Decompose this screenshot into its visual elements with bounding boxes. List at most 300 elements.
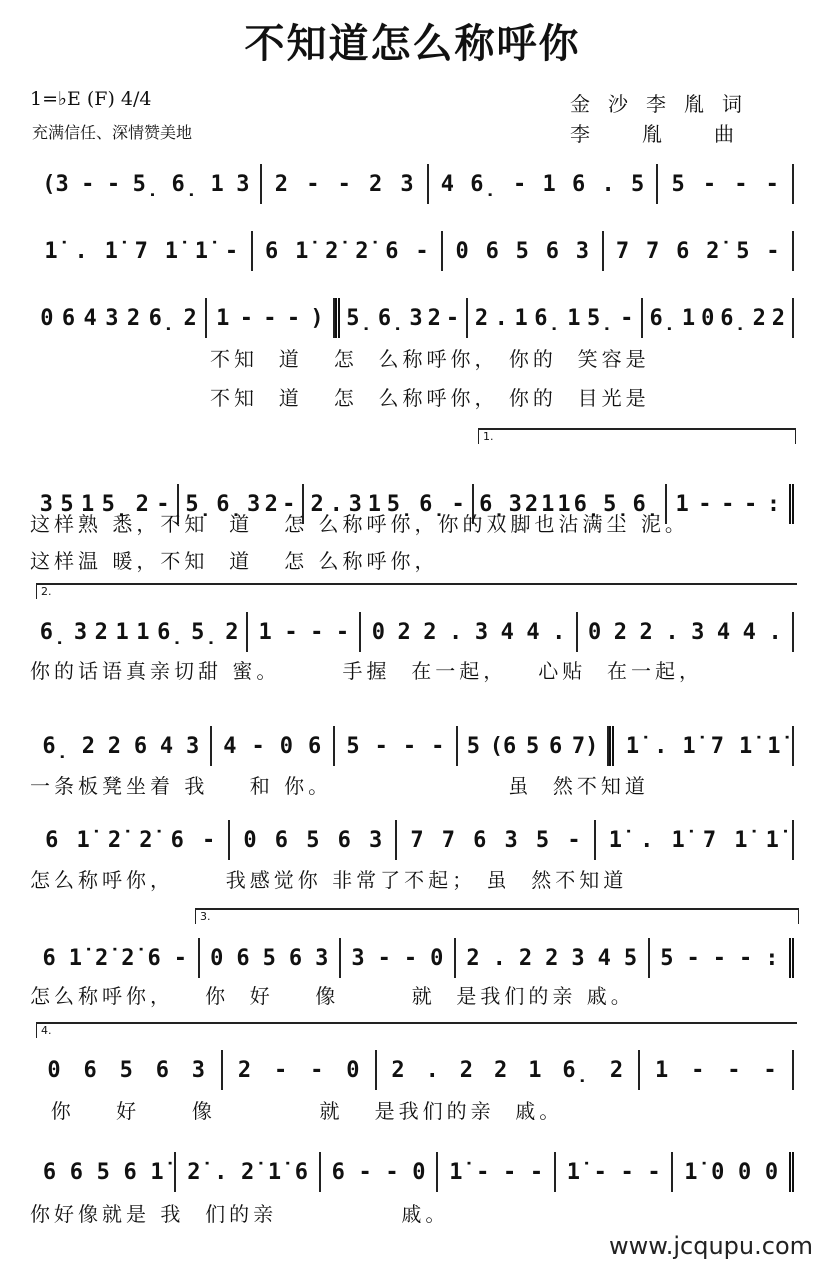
lyric-line: 不知 道 怎 么称呼你， 你的 笑容是 [210,347,650,371]
measure [640,1050,794,1090]
note: 1̇ [194,238,209,264]
note: 5 [630,171,645,197]
measure [335,726,458,766]
note: - [263,305,277,331]
note: 1̇ [104,238,118,264]
note: - [106,171,121,197]
note: - [282,491,296,517]
note: 6̣ [157,619,184,645]
note: . [449,619,463,645]
measure [643,298,794,338]
note: - [202,827,216,853]
note: 6̣ [216,491,243,517]
note: 6̣ [573,491,601,517]
note: 3 [105,305,119,331]
note: 2 [474,305,489,331]
volta-3: 3. [195,908,799,924]
note: 0 [764,1159,779,1185]
note: 6 [294,1159,308,1185]
note: 6̣ [720,305,747,331]
note: 3 [236,171,250,197]
note: 0 [701,305,715,331]
note: 3 [191,1057,206,1083]
note: - [337,171,351,197]
note: 4 [597,945,611,971]
staff-line [32,298,794,338]
note: - [476,1159,490,1185]
note: 2 [310,491,324,517]
staff-line [32,938,794,978]
note: 0 [210,945,224,971]
note: 2 [237,1057,252,1083]
note: 2 [274,171,289,197]
note: 5̣ [101,491,129,517]
note: 2 [752,305,766,331]
note: 6̣ [534,305,561,331]
measure [650,938,794,978]
note: . [654,733,668,759]
note: - [415,238,429,264]
note: 7 [134,238,148,264]
note: 6̣ [42,733,69,759]
lyric-line: 你 好 像 就 是我们的亲 戚。 [30,1099,564,1123]
note: : [765,945,779,971]
note: 6 [485,238,499,264]
note: - [403,945,418,971]
lyric-line: 这样熟 悉，不知 道 怎 么称呼你，你的双脚也沾满尘 泥。 [30,512,689,536]
note: - [377,945,391,971]
note: 5 [535,827,550,853]
note: - [239,305,253,331]
note: - [310,1057,324,1083]
composer-credit: 李胤曲 [570,122,786,146]
note: 6 [308,733,322,759]
measure [468,298,643,338]
note: - [451,491,465,517]
note: 6 [133,733,148,759]
note: - [721,491,735,517]
lyric-line: 不知 道 怎 么称呼你， 你的 目光是 [210,386,650,410]
measure [578,612,794,652]
note: 1̇ [295,238,309,264]
note: - [567,827,581,853]
note: - [402,733,417,759]
measure [176,1152,320,1192]
note: 2 [94,619,108,645]
note: - [385,1159,399,1185]
note: 6 [571,171,586,197]
note: 5 [119,1057,133,1083]
note: 2 [368,171,383,197]
measure [397,820,595,860]
note: 5̣ [191,619,218,645]
note: . [425,1057,439,1083]
note: 1̇ [608,827,622,853]
note: 7 [645,238,660,264]
measure [609,726,794,766]
note: 2 [493,1057,508,1083]
note: 5 [515,238,529,264]
lyric-line: 你好像就是 我 们的亲 戚。 [30,1202,450,1226]
staff-line [32,726,794,766]
staff-line [32,612,794,652]
note: 5 [306,827,320,853]
note: - [712,945,726,971]
note: 7) [571,733,599,759]
measure [212,726,335,766]
note: 6̣ [470,171,497,197]
note: 3 [400,171,414,197]
note: 6̣ [562,1057,589,1083]
note: 5̣ [132,171,160,197]
note: 7 [410,827,424,853]
note: 7 [710,733,724,759]
note: 1 [81,491,95,517]
note: 1̇ [738,733,753,759]
song-title: 不知道怎么称呼你 [244,20,581,67]
note: 1̇ [566,1159,580,1185]
note: 2̇ [355,238,369,264]
note: 2 [524,491,539,517]
note: 2 [427,305,441,331]
note: 2 [183,305,197,331]
note: 5 [466,733,481,759]
note: 0 [430,945,444,971]
note: - [766,238,780,264]
note: 6 [331,1159,345,1185]
note: 2 [613,619,627,645]
note: 6 [147,945,161,971]
note: 5̣ [185,491,212,517]
note: 1̇ [767,733,781,759]
measure [596,820,794,860]
measure [230,820,397,860]
note: 0 [455,238,469,264]
note: 1 [258,619,272,645]
note: 3 [691,619,705,645]
note: 6̣ [148,305,176,331]
note: 0 [412,1159,426,1185]
note: 4 [159,733,174,759]
note: - [502,1159,517,1185]
note: 1̇ [164,238,178,264]
note: 4 [223,733,237,759]
note: 1̇ [267,1159,282,1185]
measure [361,612,577,652]
note: (6 [489,733,517,759]
note: 5 [262,945,276,971]
lyric-line: 怎么称呼你， 你 好 像 就 是我们的亲 戚。 [30,984,635,1008]
note: 0 [346,1057,360,1083]
note: 5 [660,945,674,971]
note: 2 [81,733,95,759]
staff-line [32,231,794,271]
note: - [251,733,265,759]
note: 6 [42,945,56,971]
note: 1̇ [734,827,748,853]
note: - [173,945,187,971]
note: 5 [623,945,638,971]
note: 6̣ [632,491,660,517]
note: : [766,491,781,517]
lyric-line: 这样温 暖，不知 道 怎 么称呼你， [30,549,439,573]
note: 5̣ [603,491,630,517]
note: 2̇ [121,945,135,971]
note: 3 [368,827,383,853]
note: 6 [548,733,563,759]
note: 6̣ [377,305,405,331]
note: 1 [567,305,581,331]
note: 6 [155,1057,169,1083]
note: 6 [170,827,184,853]
note: - [686,945,700,971]
note: 6 [45,827,59,853]
note: - [727,1057,741,1083]
note: 6̣ [171,171,199,197]
note: 7 [702,827,717,853]
note: 3 [39,491,53,517]
lyric-line: 怎么称呼你， 我感觉你 非常了不起； 虽 然不知道 [30,868,628,892]
note: - [156,491,170,517]
measure [207,298,335,338]
note: 1̇ [44,238,58,264]
note: 4 [716,619,731,645]
staff-line [32,164,794,204]
measure [32,164,262,204]
measure [248,612,361,652]
note: - [702,171,717,197]
note: (3 [42,171,69,197]
note: 3 [185,733,200,759]
note: - [744,491,758,517]
lyric-line: 一条板凳坐着 我 和 你。 虽 然不知道 [30,774,649,798]
volta-4: 4. [36,1022,797,1038]
volta-2: 2. [36,583,797,599]
note: 3 [348,491,362,517]
note: 2 [639,619,653,645]
note: 0 [243,827,257,853]
measure [32,298,207,338]
note: 1 [681,305,696,331]
measure [458,726,609,766]
note: . [492,945,506,971]
note: - [529,1159,544,1185]
note: 3 [575,238,590,264]
measure [32,938,200,978]
note: 5 [60,491,74,517]
note: 2 [545,945,559,971]
note: 1 [210,171,224,197]
note: 5̣ [386,491,414,517]
note: 2̇ [240,1159,255,1185]
note: - [306,171,320,197]
note: . [329,491,343,517]
note: 3 [351,945,365,971]
measure [32,231,253,271]
note: 6̣ [419,491,446,517]
note: . [214,1159,228,1185]
measure [32,1152,176,1192]
note: 3 [474,619,489,645]
measure [223,1050,377,1090]
note: - [620,305,634,331]
note: - [335,619,350,645]
note: 1̇ [671,827,685,853]
note: 7 [441,827,455,853]
note: 0 [40,305,54,331]
measure [429,164,659,204]
note: 5 [671,171,685,197]
note: - [286,305,301,331]
note: 6 [83,1057,97,1083]
note: - [513,171,527,197]
measure [200,938,341,978]
measure [658,164,794,204]
note: 2 [423,619,437,645]
note: 1 [541,491,555,517]
note: 4 [440,171,455,197]
note: 7 [615,238,630,264]
note: - [274,1057,288,1083]
note: 1̇ [625,733,640,759]
note: 6 [288,945,303,971]
note: 1̇ [76,827,90,853]
note: ) [310,305,324,331]
note: 2 [397,619,411,645]
note: 1 [514,305,528,331]
note: 2 [391,1057,405,1083]
note: 1̇ [684,1159,698,1185]
measure [253,231,444,271]
tempo-marking: 充满信任、深情赞美地 [32,123,193,142]
note: 2 [609,1057,624,1083]
note: 2 [459,1057,474,1083]
measure [604,231,795,271]
measure [32,726,212,766]
note: - [738,945,753,971]
note: 5 [736,238,750,264]
note: - [431,733,445,759]
note: 5̣ [346,305,373,331]
note: 0 [47,1057,61,1083]
note: 1 [542,171,556,197]
note: 2̇ [139,827,153,853]
note: - [765,171,779,197]
measure [335,298,468,338]
measure [341,938,456,978]
note: 2 [135,491,149,517]
note: 0 [711,1159,725,1185]
staff-line [32,820,794,860]
measure [456,938,650,978]
note: 5 [96,1159,110,1185]
note: . [665,619,679,645]
note: - [698,491,712,517]
note: 3 [247,491,261,517]
note: 2 [225,619,239,645]
note: 2 [518,945,533,971]
note: 6 [69,1159,83,1185]
note: 6 [123,1159,137,1185]
note: 2 [126,305,141,331]
measure [32,1050,223,1090]
note: 6 [274,827,289,853]
note: 6̣ [479,491,506,517]
measure [443,231,603,271]
note: 6 [676,238,690,264]
note: - [593,1159,607,1185]
note: 1 [675,491,689,517]
note: 6 [473,827,487,853]
note: 2 [264,491,278,517]
note: 4 [742,619,756,645]
staff-line [32,1152,794,1192]
note: 2̇ [107,827,122,853]
note: . [601,171,615,197]
note: 1 [367,491,381,517]
note: 3 [571,945,585,971]
note: 3 [409,305,423,331]
note: 6 [42,1159,57,1185]
measure [321,1152,439,1192]
note: 1̇ [765,827,779,853]
note: 0 [371,619,385,645]
note: 4 [526,619,540,645]
note: - [310,619,324,645]
staff-line [32,1050,794,1090]
note: . [640,827,654,853]
note: 1̇ [449,1159,463,1185]
note: 6 [236,945,250,971]
measure [673,1152,794,1192]
note: 2̇ [187,1159,201,1185]
note: 2̇ [325,238,339,264]
note: 5 [346,733,360,759]
note: - [620,1159,634,1185]
note: . [74,238,88,264]
note: 0 [279,733,294,759]
note: 6 [385,238,399,264]
note: 1̇ [682,733,696,759]
note: 5 [525,733,540,759]
note: 6 [61,305,76,331]
note: - [445,305,460,331]
measure [377,1050,640,1090]
note: 1 [136,619,150,645]
measure [556,1152,674,1192]
note: 6 [545,238,559,264]
note: - [224,238,239,264]
volta-1: 1. [478,428,796,444]
note: 1̇ [150,1159,164,1185]
note: 6 [264,238,279,264]
note: 6 [337,827,351,853]
note: - [81,171,95,197]
note: 3 [508,491,522,517]
note: . [552,619,566,645]
note: 6̣ [649,305,677,331]
note: - [358,1159,372,1185]
note: 3 [315,945,329,971]
note: - [763,1057,777,1083]
lyricist-credit: 金沙李胤词 [570,92,760,116]
note: 1 [528,1057,542,1083]
note: 6̣ [39,619,67,645]
note: 1 [216,305,230,331]
note: 2̇ [95,945,109,971]
note: 3 [504,827,518,853]
note: 2 [466,945,480,971]
